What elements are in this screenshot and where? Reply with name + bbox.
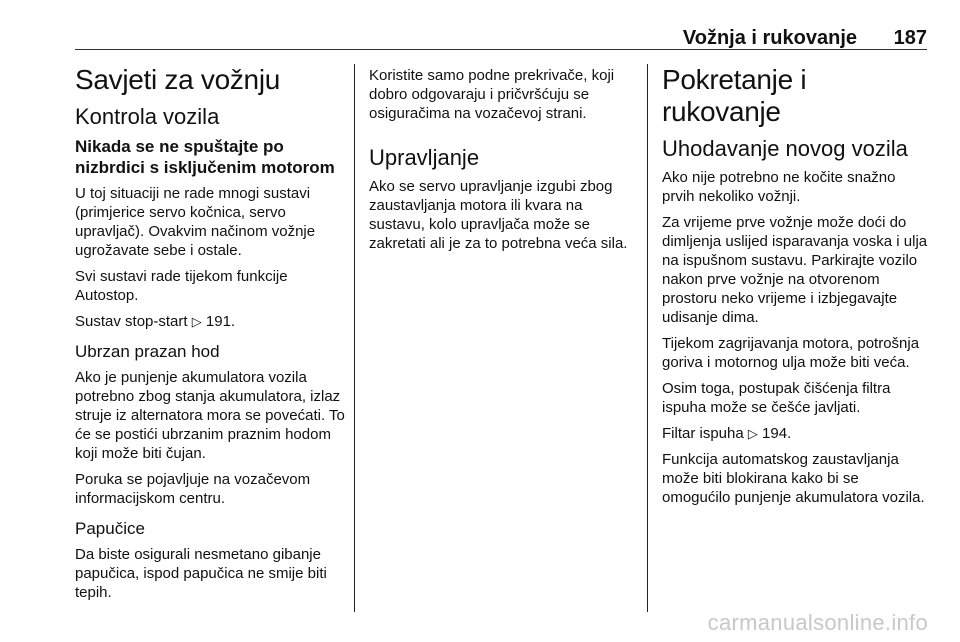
page-number: 187 [893, 27, 927, 49]
watermark: carmanualsonline.info [707, 610, 928, 635]
page-reference-icon: ▷ [747, 426, 758, 441]
reference-page[interactable]: 194. [762, 425, 792, 442]
paragraph-reference [75, 312, 345, 331]
reference-text: Filtar ispuha [662, 425, 744, 442]
reference-text: Sustav stop-start [75, 313, 188, 330]
paragraph: Za vrijeme prve vožnje može doći do dimljenja uslijed isparavanja voska i ulja na ispušnom sustavu. Parkirajte vozilo nakon prve vožnje na otvorenom prostoru neko vrijeme i izbjegavajte udisanje dima. [662, 214, 928, 326]
paragraph: U toj situaciji ne rade mnogi sustavi (primjerice servo kočnica, servo upravljač). Ovakvim načinom vožnje ugrožavate sebe i ostale. [75, 185, 316, 259]
subsection-heading-vehicle-control: Kontrola vozila [75, 104, 220, 129]
header-rule [75, 49, 927, 50]
subsection-heading-steering: Upravljanje [369, 145, 480, 170]
paragraph-reference [662, 424, 930, 443]
chapter-title: Vožnja i rukovanje [682, 27, 857, 49]
warning-heading-coasting: Nikada se ne spuštajte po nizbrdici s isključenim motorom [75, 137, 335, 177]
column-divider-2 [647, 64, 648, 612]
paragraph: Ako nije potrebno ne kočite snažno prvih nekoliko vožnji. [662, 169, 896, 205]
column-3 [662, 64, 930, 514]
reference-page[interactable]: 191. [205, 313, 236, 330]
column-divider-1 [354, 64, 355, 612]
paragraph: Ako se servo upravljanje izgubi zbog zaustavljanja motora ili kvara na sustavu, kolo upravljača može se zakretati ali je za to potrebna veća sila. [369, 178, 628, 252]
paragraph: Funkcija automatskog zaustavljanja može biti blokirana kako bi se omogućilo punjenje akumulatora vozila. [662, 451, 925, 506]
paragraph: Osim toga, postupak čišćenja filtra ispuha može se češće javljati. [662, 380, 891, 416]
paragraph: Poruka se pojavljuje na vozačevom informacijskom centru. [75, 471, 311, 507]
subsection-heading-breaking-in: Uhodavanje novog vozila [662, 136, 908, 161]
column-2 [369, 66, 635, 260]
page-header [75, 28, 927, 48]
paragraph: Da biste osigurali nesmetano gibanje papučica, ispod papučica ne smije biti tepih. [75, 546, 327, 601]
subheading-idle: Ubrzan prazan hod [75, 342, 220, 361]
column-1 [75, 64, 345, 609]
page-reference-icon: ▷ [191, 314, 202, 329]
subheading-pedals: Papučice [75, 519, 145, 538]
paragraph: Tijekom zagrijavanja motora, potrošnja goriva i motornog ulja može biti veća. [662, 335, 920, 371]
paragraph: Svi sustavi rade tijekom funkcije Autostop. [75, 268, 288, 304]
section-heading-starting: Pokretanje i rukovanje [662, 64, 807, 127]
paragraph: Koristite samo podne prekrivače, koji dobro odgovaraju i pričvršćuju se osiguračima na vozačevoj strani. [369, 67, 615, 122]
paragraph: Ako je punjenje akumulatora vozila potrebno zbog stanja akumulatora, izlaz struje iz alternatora mora se povećati. To će se postići ubrzanim praznim hodom koji može biti čujan. [75, 369, 345, 462]
section-heading-driving-tips: Savjeti za vožnju [75, 64, 281, 95]
